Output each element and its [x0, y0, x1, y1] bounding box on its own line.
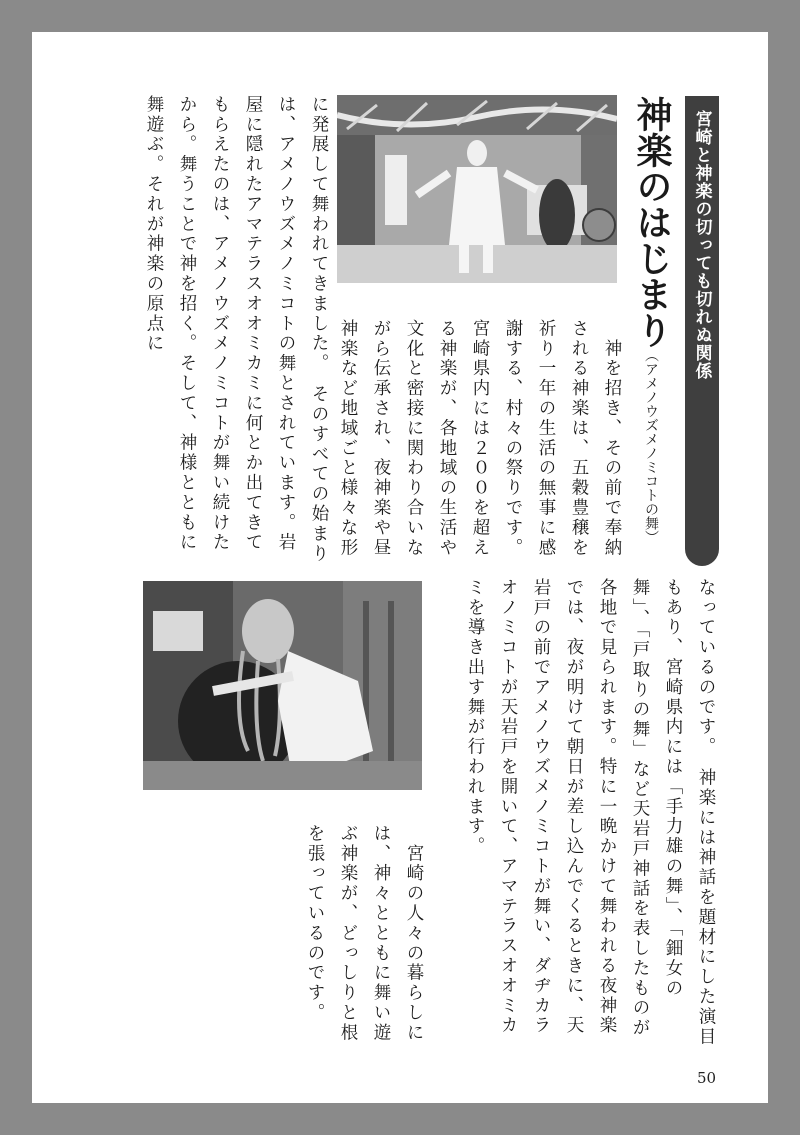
photo-masked-dancer [143, 581, 422, 790]
article-title-main: 神楽のはじまり [631, 96, 672, 348]
series-title-tab [685, 96, 719, 566]
series-title: 宮崎と神楽の切っても切れぬ関係 [691, 110, 712, 380]
paragraph-origin: に発展して舞われてきました。 そのすべての始まりは、アメノウズメノミコトの舞とされています。岩屋に隠れたアマテラスオオミカミに何とか出てきてもらえたのは、アメノウズメノミコトが舞い続けたから。舞うことで神を招く。そして、神様とともに舞遊ぶ。それが神楽の原点に [144, 95, 329, 564]
paragraph-myths: なっているのです。 神楽には神話を題材にした演目もあり、宮崎県内には「手力雄の舞」、「鈿女の舞」、「戸取りの舞」など天岩戸神話を表したものが各地で見られます。特に一晩かけて舞われる夜神楽では、夜が明けて朝日が差し込んでくるときに、天岩戸の前でアメノウズメノミコトが舞い、ダヂカラオノミコトが天岩戸を開いて、アマテラスオオミカミを導き出す舞が行われます。 [465, 578, 716, 1047]
page-number: 50 [697, 1069, 717, 1087]
article-title [628, 96, 674, 566]
paragraph-intro: 神を招き、その前で奉納される神楽は、五穀豊穣を祈り一年の生活の無事に感謝する、村々の祭りです。宮崎県内には２００を超える神楽が、各地域の生活や文化と密接に関わり合いながら伝承され、夜神楽や昼神楽など地域ごと様々な形 [338, 319, 622, 558]
document-page [32, 32, 768, 1103]
paragraph-closing: 宮崎の人々の暮らしには、神々とともに舞い遊ぶ神楽が、どっしりと根を張っているのです。 [305, 824, 424, 1043]
photo-kagura-stage [337, 95, 617, 283]
article-title-sub: （アメノウズメノミコトの舞） [643, 348, 659, 544]
